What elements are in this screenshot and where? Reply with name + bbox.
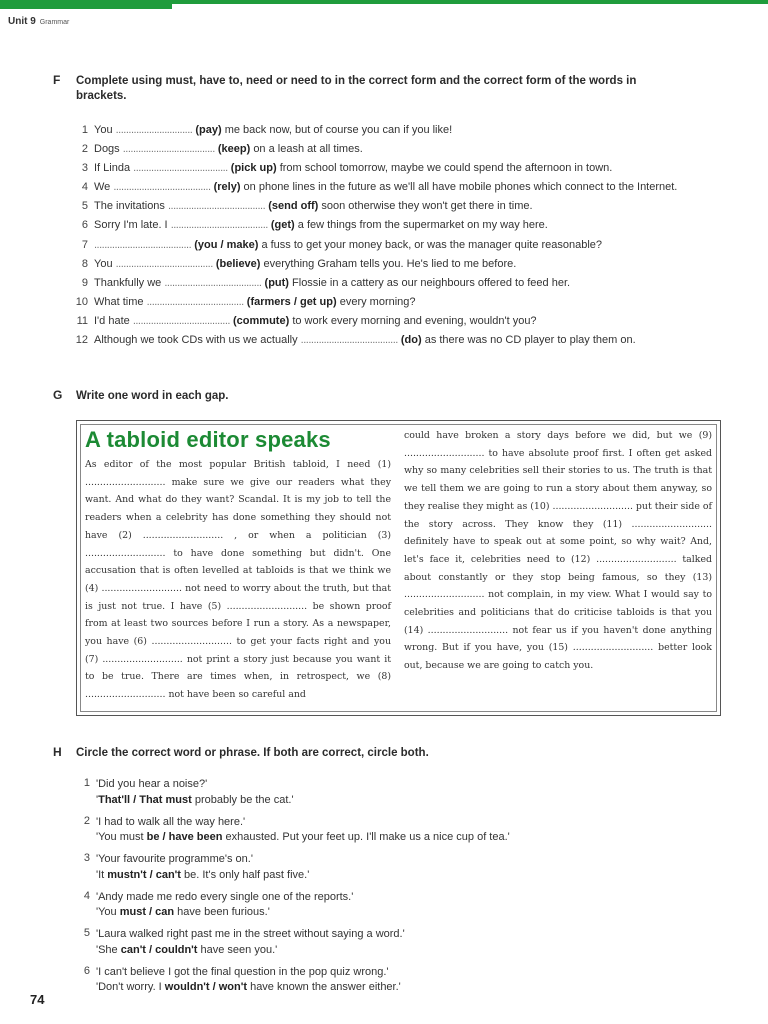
- answer-choice[interactable]: That'll / That must: [98, 793, 192, 806]
- item-text: [94, 140, 722, 159]
- answer-after: probably be the cat.': [191, 793, 294, 806]
- answer-choice[interactable]: mustn't / can't: [107, 868, 181, 881]
- item-verb: (pay): [195, 124, 222, 136]
- section-h-letter: H: [53, 745, 62, 759]
- exercise-f-item: [72, 159, 722, 178]
- question-line: 'Did you hear a noise?': [96, 778, 208, 790]
- answer-gap[interactable]: ......................................: [132, 314, 230, 327]
- answer-gap[interactable]: ..............................: [115, 124, 193, 136]
- item-after: everything Graham tells you. He's lied to me before.: [263, 257, 517, 270]
- exercise-h-item: [78, 815, 718, 846]
- item-number: 10: [75, 295, 88, 308]
- exercise-h-item: [78, 777, 718, 808]
- question-line: 'I can't believe I got the final question in the pop quiz wrong.': [96, 965, 389, 978]
- item-verb: (believe): [215, 257, 261, 270]
- answer-choice[interactable]: be / have been: [146, 831, 223, 843]
- item-number: 3: [81, 162, 88, 175]
- item-verb: (farmers / get up): [246, 295, 337, 308]
- item-after: soon otherwise they won't get there in time.: [321, 200, 533, 213]
- answer-gap[interactable]: ......................................: [94, 238, 192, 251]
- item-number: 11: [76, 314, 88, 327]
- tabloid-right-column: could have broken a story days before we did, but we (9) ........................... to have absolute proof first. I often get asked why so many celebrities sell their stories to us. The truth is that we tell them we are going to run a story about them anyway, so they realise they might as (10) ........................... put their side of the story across. They know they (11) ........................... definitely have to speak out at some point, so why wait? And, let's face it, celebrities need to (12) ........................... talked about constantly or they stop being famous, so they (13) ........................... not complain, in my view. What I would say to celebrities and politicians that do criticise tabloids is that you (14) ........................... not fear us if you haven't done anything wrong. But if you have, you (15) ........................... better look out, because we are going to catch you.: [404, 430, 712, 672]
- exercise-f-item: [72, 312, 722, 331]
- answer-after: have been furious.': [174, 906, 270, 918]
- exercise-f-item: [72, 293, 722, 312]
- answer-choice[interactable]: must / can: [119, 906, 175, 918]
- exercise-f-item: [72, 121, 722, 140]
- item-number: 2: [81, 143, 88, 156]
- item-number: 3: [83, 852, 90, 864]
- answer-after: be. It's only half past five.': [180, 868, 310, 881]
- item-text: [94, 236, 722, 255]
- exercise-h-item: [78, 890, 718, 921]
- section-f-heading: Complete using must, have to, need or need to in the correct form and the correct form of the words in brackets.: [76, 75, 637, 102]
- item-verb: (commute): [233, 314, 290, 327]
- item-before: What time: [94, 295, 144, 308]
- exercise-f-item: [72, 255, 722, 274]
- answer-before: 'Don't worry. I: [96, 981, 165, 993]
- item-after: as there was no CD player to play them on.: [424, 334, 636, 347]
- item-text: [94, 312, 722, 331]
- answer-gap[interactable]: ......................................: [170, 219, 268, 232]
- item-number: 8: [81, 257, 88, 270]
- tabloid-text-box: [76, 420, 721, 716]
- item-number: 9: [81, 276, 88, 289]
- item-before: Thankfully we: [94, 276, 162, 289]
- question-line: 'Your favourite programme's on.': [96, 853, 253, 865]
- answer-gap[interactable]: ......................................: [113, 181, 211, 194]
- item-number: 4: [81, 181, 88, 194]
- answer-line: [96, 868, 309, 884]
- item-text: [94, 293, 722, 312]
- item-after: every morning?: [339, 295, 416, 308]
- item-number: 4: [83, 889, 90, 902]
- answer-gap[interactable]: ......................................: [115, 257, 213, 270]
- item-before: Although we took CDs with us we actually: [94, 334, 298, 347]
- item-verb: (get): [270, 219, 295, 232]
- item-text: [94, 274, 722, 293]
- item-number: 5: [83, 927, 90, 939]
- unit-label: Unit 9: [8, 16, 36, 27]
- answer-before: 'It: [96, 868, 108, 881]
- item-verb: (keep): [217, 143, 251, 156]
- exercise-h-item: [78, 965, 718, 996]
- tabloid-title: A tabloid editor speaks: [85, 427, 331, 452]
- answer-after: exhausted. Put your feet up. I'll make us a nice cup of tea.': [222, 831, 510, 843]
- item-verb: (pick up): [230, 162, 277, 175]
- exercise-f-item: [72, 178, 722, 197]
- exercise-f-item: [72, 236, 722, 255]
- item-text: [94, 178, 722, 197]
- item-before: We: [94, 181, 111, 194]
- answer-line: [96, 830, 510, 846]
- answer-before: ': [96, 793, 99, 806]
- item-before: I'd hate: [94, 314, 130, 327]
- item-after: on phone lines in the future as we'll all have mobile phones which connect to the Internet.: [243, 181, 678, 194]
- item-verb: (you / make): [194, 238, 259, 251]
- item-after: a few things from the supermarket on my way here.: [297, 219, 548, 232]
- item-text: [94, 331, 722, 350]
- answer-before: 'You must: [96, 831, 147, 843]
- item-verb: (rely): [213, 181, 241, 194]
- item-number: 5: [81, 200, 88, 213]
- exercise-f-item: [72, 274, 722, 293]
- section-f-letter: F: [53, 73, 61, 87]
- answer-line: [96, 905, 353, 921]
- page-number: 74: [30, 992, 45, 1007]
- exercise-f-item: [72, 216, 722, 235]
- answer-line: [96, 793, 294, 809]
- item-before: You: [94, 124, 113, 136]
- item-text: [94, 216, 722, 235]
- item-number: 1: [81, 124, 88, 136]
- item-verb: (do): [400, 334, 422, 347]
- item-after: on a leash at all times.: [253, 143, 363, 156]
- section-label: Grammar: [39, 19, 70, 26]
- item-before: If Linda: [94, 162, 131, 175]
- item-number: 12: [75, 334, 88, 347]
- exercise-f-item: [72, 331, 722, 350]
- answer-line: [96, 943, 405, 959]
- answer-gap[interactable]: ......................................: [146, 295, 244, 308]
- item-verb: (put): [264, 276, 289, 289]
- answer-before: 'She: [96, 943, 121, 956]
- top-bar-accent: [0, 0, 172, 9]
- item-number: 1: [83, 777, 90, 789]
- item-after: me back now, but of course you can if you like!: [224, 124, 453, 136]
- section-g-letter: G: [53, 388, 63, 402]
- item-after: to work every morning and evening, wouldn't you?: [292, 314, 537, 327]
- answer-gap[interactable]: ....................................: [122, 143, 215, 156]
- item-text: [94, 255, 722, 274]
- item-number: 6: [83, 964, 90, 977]
- question-line: 'Andy made me redo every single one of the reports.': [96, 890, 354, 903]
- answer-choice[interactable]: wouldn't / won't: [164, 981, 248, 993]
- unit-header: [8, 16, 69, 27]
- question-line: 'I had to walk all the way here.': [96, 815, 246, 828]
- exercise-h-item: [78, 852, 718, 883]
- item-number: 6: [81, 219, 88, 232]
- tabloid-left-column: As editor of the most popular British tabloid, I need (1) ........................... make sure we give our readers what they want. And what do they want? Scandal. It is my job to tell the readers when a celebrity has done something they should not have (2) ........................... , or when a politician (3) ........................... to have done something but didn't. One accusation that is often levelled at tabloids is that we think we (4) ........................... not need to worry about the truth, but that is just not true. I have (5) ........................... be shown proof from at least two sources before I run a story. As a newspaper, you have (6) ........................... to get your facts right and you (7) ........................... not print a story just because you want it to be true. There are times when, in retrospect, we (8) ........................... not have been so careful and: [85, 459, 391, 701]
- exercise-f-item: [72, 140, 722, 159]
- item-text: [94, 121, 722, 140]
- item-after: from school tomorrow, maybe we could spend the afternoon in town.: [279, 162, 613, 175]
- section-h-list: [78, 777, 718, 1002]
- answer-line: [96, 980, 401, 996]
- item-number: 2: [83, 814, 90, 827]
- exercise-f-item: [72, 197, 722, 216]
- item-before: The invitations: [94, 200, 165, 213]
- item-verb: (send off): [268, 200, 319, 213]
- section-h-heading: Circle the correct word or phrase. If both are correct, circle both.: [76, 747, 429, 759]
- answer-gap[interactable]: ......................................: [168, 200, 266, 213]
- item-text: [94, 159, 722, 178]
- answer-gap[interactable]: .....................................: [133, 162, 228, 175]
- section-f-list: [72, 121, 722, 350]
- answer-after: have seen you.': [197, 943, 278, 956]
- exercise-h-item: [78, 927, 718, 958]
- item-text: [94, 197, 722, 216]
- item-after: Flossie in a cattery as our neighbours offered to feed her.: [292, 276, 571, 289]
- question-line: 'Laura walked right past me in the street without saying a word.': [96, 928, 405, 940]
- answer-choice[interactable]: can't / couldn't: [120, 943, 198, 956]
- item-before: Sorry I'm late. I: [94, 219, 168, 232]
- item-before: Dogs: [94, 143, 120, 156]
- section-g-heading: Write one word in each gap.: [76, 390, 229, 402]
- answer-before: 'You: [96, 906, 120, 918]
- item-before: You: [94, 257, 113, 270]
- item-number: 7: [81, 238, 88, 251]
- answer-gap[interactable]: ......................................: [164, 276, 262, 289]
- item-after: a fuss to get your money back, or was the manager quite reasonable?: [261, 238, 603, 251]
- answer-after: have known the answer either.': [247, 981, 401, 993]
- answer-gap[interactable]: ......................................: [300, 334, 398, 347]
